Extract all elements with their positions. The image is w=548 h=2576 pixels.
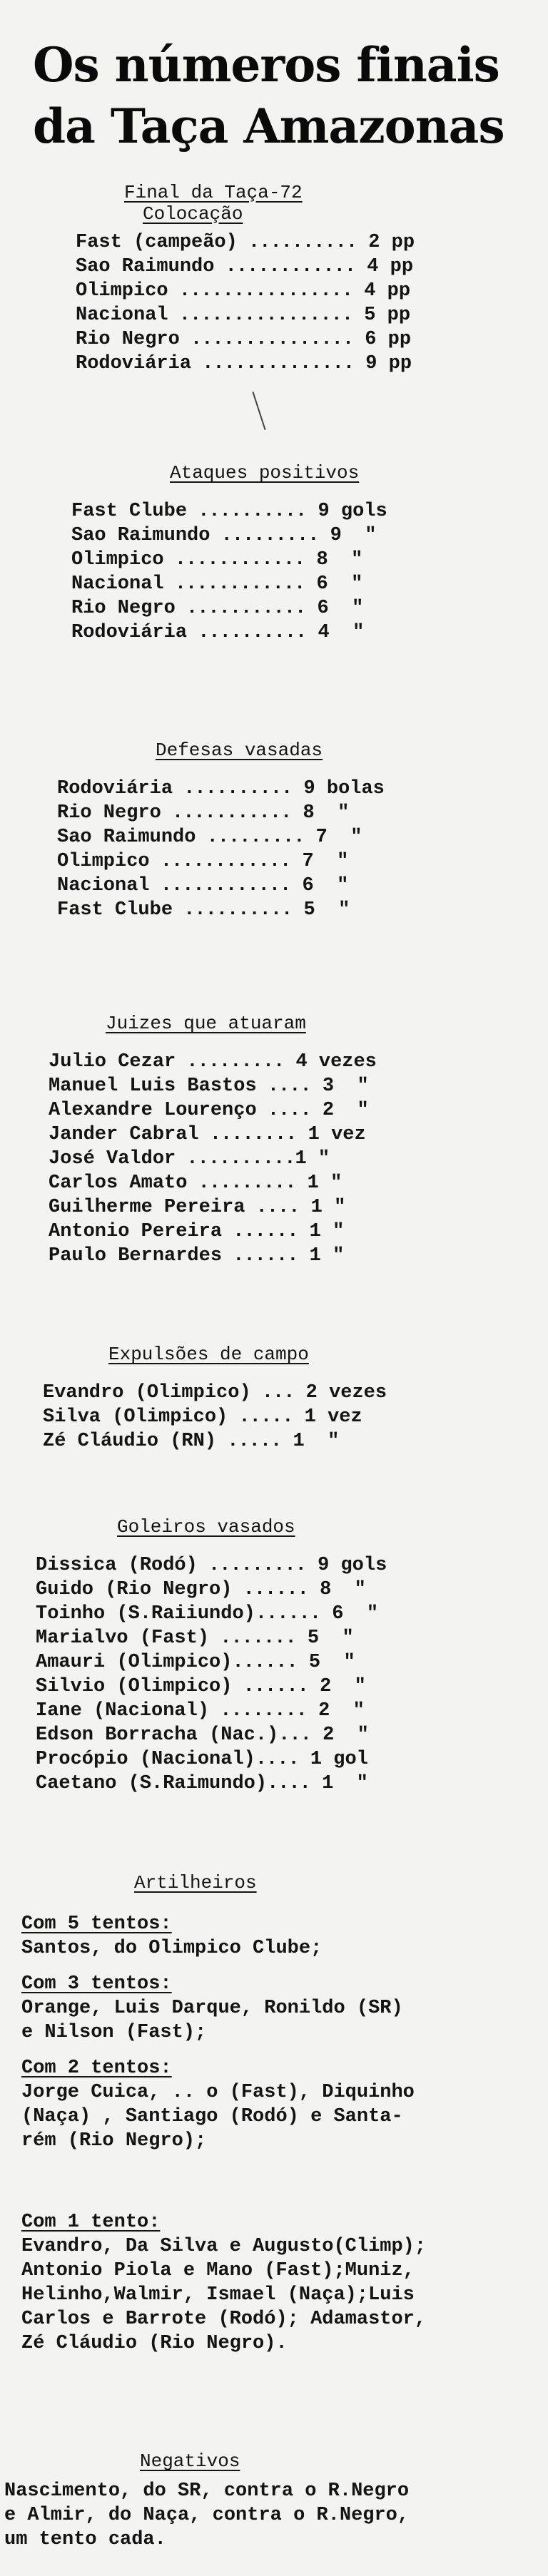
stat-name: Jander Cabral bbox=[49, 1124, 199, 1145]
stat-unit: " bbox=[306, 1148, 330, 1170]
stat-value: 1 bbox=[298, 1221, 321, 1242]
stat-value: 3 bbox=[310, 1075, 335, 1097]
stat-unit: vezes bbox=[307, 1051, 377, 1073]
artilheiros-group-body: Orange, Luis Darque, Ronildo (SR) e Nilson (Fast); bbox=[21, 1998, 403, 2043]
stat-name: Julio Cezar bbox=[49, 1051, 176, 1073]
stat-unit: " bbox=[328, 573, 363, 595]
leader-dots: .......... bbox=[173, 778, 293, 799]
stat-name: Paulo Bernardes bbox=[49, 1245, 223, 1267]
ataques-section bbox=[71, 462, 387, 645]
stat-row bbox=[71, 620, 387, 645]
leader-dots: ... bbox=[250, 1382, 295, 1404]
stat-row bbox=[43, 1429, 387, 1453]
stat-unit: " bbox=[341, 525, 377, 546]
artilheiros-group-body: Jorge Cuica, .. o (Fast), Diquinho (Naça) , Santiago (Rodó) e Santa- rém (Rio Negro); bbox=[21, 2082, 415, 2152]
stat-unit: " bbox=[328, 598, 364, 619]
goleiros-section bbox=[36, 1516, 387, 1796]
pen-mark bbox=[252, 392, 265, 430]
stat-row bbox=[76, 352, 415, 376]
stat-unit: " bbox=[320, 1245, 345, 1267]
leader-dots: ............ bbox=[149, 875, 291, 896]
stat-row bbox=[71, 596, 387, 620]
artilheiros-group-head: Com 3 tentos: bbox=[21, 1973, 172, 1995]
stat-value: 4 bbox=[284, 1051, 308, 1073]
stat-value: 8 bbox=[305, 549, 328, 571]
stat-value: 5 bbox=[297, 1652, 321, 1673]
expulsoes-section bbox=[43, 1344, 387, 1453]
stat-value: 8 bbox=[291, 802, 315, 824]
leader-dots: ...... bbox=[232, 1676, 308, 1697]
stat-unit: pp bbox=[377, 353, 412, 374]
leader-dots: .......... bbox=[176, 1148, 295, 1170]
stat-name: Nacional bbox=[57, 875, 150, 896]
stat-name: Manuel Luis Bastos bbox=[49, 1075, 257, 1097]
stat-name: Olimpico bbox=[71, 549, 164, 571]
artilheiros-group-head: Com 1 tento: bbox=[21, 2212, 161, 2233]
stat-name: Nacional bbox=[76, 305, 168, 326]
headline-line-2: da Taça Amazonas bbox=[33, 98, 504, 154]
leader-dots: ......... bbox=[196, 827, 305, 848]
stat-value: 6 bbox=[305, 598, 329, 619]
stat-unit: " bbox=[314, 802, 350, 824]
leader-dots: ............... bbox=[179, 329, 354, 350]
stat-unit: pp bbox=[375, 280, 411, 302]
leader-dots: ............ bbox=[214, 256, 356, 277]
leader-dots: ... bbox=[278, 1724, 311, 1746]
stat-value: 1 bbox=[299, 1197, 323, 1218]
leader-dots: ........ bbox=[209, 1700, 307, 1722]
stat-row bbox=[57, 849, 385, 874]
stat-value: 4 bbox=[352, 280, 376, 302]
stat-value: 2 bbox=[357, 232, 380, 253]
stat-unit: " bbox=[318, 1172, 342, 1194]
goleiros-list bbox=[36, 1553, 387, 1796]
stat-row bbox=[71, 572, 387, 596]
leader-dots: .... bbox=[256, 1100, 311, 1121]
stat-unit: gols bbox=[329, 501, 387, 522]
defesas-list bbox=[57, 777, 385, 922]
ataques-title: Ataques positivos bbox=[170, 462, 360, 484]
stat-value: 2 bbox=[306, 1700, 330, 1722]
leader-dots: ...... bbox=[222, 1221, 298, 1242]
stat-value: 6 bbox=[305, 573, 328, 595]
stat-row bbox=[57, 874, 385, 898]
stat-value: 1 bbox=[281, 1431, 305, 1452]
stat-value: 1 bbox=[293, 1406, 316, 1428]
leader-dots: .......... bbox=[173, 899, 293, 921]
stat-unit: " bbox=[304, 1431, 340, 1452]
stat-unit: vez bbox=[319, 1124, 366, 1145]
leader-dots: ..... bbox=[228, 1406, 293, 1428]
stat-value: 1 bbox=[296, 1124, 320, 1145]
stat-name: Sao Raimundo bbox=[71, 525, 210, 546]
artilheiros-group-body: Santos, do Olimpico Clube; bbox=[21, 1938, 323, 1959]
stat-row bbox=[36, 1650, 387, 1675]
stat-row bbox=[36, 1747, 387, 1772]
stat-value: 6 bbox=[320, 1603, 344, 1625]
stat-name: Alexandre Lourenço bbox=[49, 1100, 257, 1121]
stat-row bbox=[57, 825, 385, 849]
stat-row bbox=[36, 1699, 387, 1723]
leader-dots: ...... bbox=[232, 1579, 308, 1600]
stat-unit: " bbox=[315, 899, 350, 921]
stat-row bbox=[49, 1050, 377, 1074]
stat-value: 8 bbox=[308, 1579, 332, 1600]
ataques-list bbox=[71, 499, 387, 645]
stat-row bbox=[36, 1723, 387, 1747]
stat-unit: " bbox=[333, 1773, 368, 1794]
stat-name: Sao Raimundo bbox=[57, 827, 196, 848]
stat-row bbox=[76, 230, 415, 255]
goleiros-title: Goleiros vasados bbox=[117, 1516, 295, 1538]
stat-unit: " bbox=[320, 1221, 345, 1242]
artilheiros-groups bbox=[21, 1912, 426, 2356]
stat-row bbox=[49, 1098, 377, 1123]
stat-name: Rodoviária bbox=[57, 778, 173, 799]
leader-dots: ...... bbox=[232, 1652, 298, 1673]
leader-dots: ...... bbox=[255, 1603, 321, 1625]
stat-name: Rodoviária bbox=[76, 353, 192, 374]
leader-dots: .... bbox=[267, 1773, 310, 1794]
artilheiros-group-2 bbox=[21, 2056, 426, 2153]
stat-row bbox=[57, 801, 385, 825]
stat-unit: " bbox=[328, 549, 363, 571]
stat-row bbox=[57, 898, 385, 922]
artilheiros-group-head: Com 5 tentos: bbox=[21, 1913, 172, 1935]
stat-unit: " bbox=[334, 1075, 369, 1097]
leader-dots: ......... bbox=[176, 1051, 285, 1073]
leader-dots: .... bbox=[256, 1075, 311, 1097]
juizes-list bbox=[49, 1050, 377, 1268]
stat-name: Guido (Rio Negro) bbox=[36, 1579, 233, 1600]
stat-unit: vez bbox=[315, 1406, 362, 1428]
stat-name: Edson Borracha (Nac.) bbox=[36, 1724, 279, 1746]
stat-name: Dissica (Rodó) bbox=[36, 1555, 198, 1576]
stat-unit: " bbox=[322, 1197, 346, 1218]
leader-dots: .......... bbox=[187, 501, 307, 522]
stat-unit: " bbox=[334, 1724, 369, 1746]
stat-name: Fast Clube bbox=[71, 501, 188, 522]
stat-name: Rodoviária bbox=[71, 622, 188, 643]
stat-row bbox=[76, 255, 415, 279]
stat-name: Sao Raimundo bbox=[76, 256, 215, 277]
stat-unit: " bbox=[327, 827, 362, 848]
stat-row bbox=[49, 1244, 377, 1268]
stat-value: 9 bbox=[354, 353, 377, 374]
stat-name: Fast Clube bbox=[57, 899, 173, 921]
artilheiros-group-3 bbox=[21, 1972, 426, 2045]
leader-dots: ...... bbox=[222, 1245, 298, 1267]
stat-name: Rio Negro bbox=[57, 802, 161, 824]
stat-row bbox=[36, 1675, 387, 1699]
stat-name: Antonio Pereira bbox=[49, 1221, 223, 1242]
stat-unit: pp bbox=[375, 305, 411, 326]
stat-name: Olimpico bbox=[76, 280, 168, 302]
stat-row bbox=[49, 1123, 377, 1147]
stat-value: 1 bbox=[295, 1172, 319, 1194]
final-title: Final da Taça-72 bbox=[124, 182, 303, 203]
stat-unit: pp bbox=[378, 256, 414, 277]
stat-name: Guilherme Pereira bbox=[49, 1197, 245, 1218]
stat-name: Procópio (Nacional) bbox=[36, 1749, 255, 1770]
stat-row bbox=[36, 1578, 387, 1602]
stat-row bbox=[36, 1626, 387, 1650]
final-list bbox=[76, 230, 415, 376]
stat-value: 9 bbox=[306, 501, 330, 522]
stat-row bbox=[36, 1602, 387, 1626]
leader-dots: .......... bbox=[237, 232, 357, 253]
leader-dots: ......... bbox=[187, 1172, 296, 1194]
stat-name: Toinho (S.Raiiundo) bbox=[36, 1603, 255, 1625]
negativos-title: Negativos bbox=[140, 2450, 240, 2472]
stat-name: Silvio (Olimpico) bbox=[36, 1676, 233, 1697]
stat-value: 4 bbox=[355, 256, 379, 277]
stat-unit: vezes bbox=[317, 1382, 387, 1404]
stat-unit: " bbox=[313, 851, 349, 872]
stat-unit: " bbox=[320, 1652, 355, 1673]
headline bbox=[33, 34, 547, 157]
stat-value: 1 bbox=[298, 1245, 321, 1267]
defesas-section bbox=[57, 740, 385, 922]
stat-name: Iane (Nacional) bbox=[36, 1700, 210, 1722]
stat-value: 5 bbox=[292, 899, 315, 921]
stat-value: 7 bbox=[290, 851, 314, 872]
leader-dots: ........... bbox=[175, 598, 306, 619]
stat-row bbox=[49, 1074, 377, 1098]
leader-dots: ........ bbox=[198, 1124, 297, 1145]
stat-name: Nacional bbox=[71, 573, 164, 595]
leader-dots: ................ bbox=[168, 280, 353, 302]
leader-dots: ........... bbox=[161, 802, 292, 824]
leader-dots: ............ bbox=[163, 549, 305, 571]
stat-row bbox=[43, 1405, 387, 1429]
stat-unit: " bbox=[331, 1579, 366, 1600]
defesas-title: Defesas vasadas bbox=[156, 740, 323, 761]
stat-unit: " bbox=[331, 1676, 366, 1697]
leader-dots: .... bbox=[245, 1197, 300, 1218]
stat-name: Amauri (Olimpico) bbox=[36, 1652, 233, 1673]
stat-row bbox=[57, 777, 385, 801]
stat-row bbox=[71, 523, 387, 548]
stat-name: Silva (Olimpico) bbox=[43, 1406, 228, 1428]
stat-name: Rio Negro bbox=[76, 329, 180, 350]
negativos-section bbox=[4, 2450, 409, 2552]
stat-unit: pp bbox=[376, 329, 412, 350]
stat-unit: gol bbox=[322, 1749, 368, 1770]
leader-dots: ................ bbox=[168, 305, 353, 326]
stat-value: 2 bbox=[294, 1382, 318, 1404]
stat-name: Carlos Amato bbox=[49, 1172, 188, 1194]
stat-value: 5 bbox=[352, 305, 376, 326]
stat-name: Caetano (S.Raimundo) bbox=[36, 1773, 268, 1794]
stat-value: 6 bbox=[290, 875, 314, 896]
stat-name: Rio Negro bbox=[71, 598, 176, 619]
stat-value: 4 bbox=[306, 622, 330, 643]
stat-row bbox=[49, 1171, 377, 1195]
negativos-body: Nascimento, do SR, contra o R.Negro e Almir, do Naça, contra o R.Negro, um tento cada. bbox=[4, 2480, 410, 2550]
artilheiros-section bbox=[21, 1872, 426, 2356]
leader-dots: ............ bbox=[163, 573, 305, 595]
stat-row bbox=[71, 548, 387, 572]
stat-value: 1 bbox=[298, 1749, 323, 1770]
stat-unit: gols bbox=[329, 1555, 387, 1576]
stat-unit: " bbox=[319, 1627, 354, 1649]
leader-dots: ......... bbox=[197, 1555, 306, 1576]
stat-unit: " bbox=[313, 875, 349, 896]
leader-dots: ..... bbox=[216, 1431, 282, 1452]
stat-name: Fast (campeão) bbox=[76, 232, 238, 253]
final-section bbox=[76, 182, 415, 376]
stat-name: Marialvo (Fast) bbox=[36, 1627, 210, 1649]
stat-unit: " bbox=[334, 1100, 369, 1121]
leader-dots: ............ bbox=[149, 851, 291, 872]
stat-name: José Valdor bbox=[49, 1148, 176, 1170]
artilheiros-group-5 bbox=[21, 1912, 426, 1961]
stat-value: 7 bbox=[304, 827, 328, 848]
stat-value: 2 bbox=[308, 1676, 332, 1697]
artilheiros-group-body: Evandro, Da Silva e Augusto(Climp); Antonio Piola e Mano (Fast);Muniz, Helinho,Walmir, Ismael (Naça);Luis Carlos e Barrote (Rodó); Adamastor, Zé Cláudio (Rio Negro). bbox=[21, 2236, 427, 2354]
stat-row bbox=[49, 1195, 377, 1220]
stat-unit: " bbox=[330, 1700, 365, 1722]
stat-name: Zé Cláudio (RN) bbox=[43, 1431, 217, 1452]
stat-name: Evandro (Olimpico) bbox=[43, 1382, 251, 1404]
stat-unit: " bbox=[329, 622, 365, 643]
juizes-title: Juizes que atuaram bbox=[106, 1013, 306, 1034]
stat-value: 6 bbox=[353, 329, 377, 350]
artilheiros-group-1 bbox=[21, 2210, 426, 2356]
stat-row bbox=[76, 327, 415, 352]
stat-value: 5 bbox=[295, 1627, 320, 1649]
artilheiros-group-head: Com 2 tentos: bbox=[21, 2058, 172, 2079]
stat-unit: pp bbox=[380, 232, 415, 253]
stat-value: 1 bbox=[310, 1773, 334, 1794]
leader-dots: .... bbox=[255, 1749, 299, 1770]
expulsoes-list bbox=[43, 1381, 387, 1453]
headline-line-1: Os números finais bbox=[33, 37, 499, 93]
stat-row bbox=[76, 303, 415, 327]
stat-unit: " bbox=[343, 1603, 379, 1625]
stat-row bbox=[49, 1147, 377, 1171]
stat-row bbox=[36, 1553, 387, 1578]
stat-value: 2 bbox=[310, 1100, 335, 1121]
stat-unit: bolas bbox=[315, 778, 385, 799]
expulsoes-title: Expulsões de campo bbox=[108, 1344, 309, 1365]
stat-value: 2 bbox=[310, 1724, 335, 1746]
stat-value: 9 bbox=[318, 525, 342, 546]
stat-value: 1 bbox=[295, 1148, 307, 1170]
leader-dots: ......... bbox=[210, 525, 319, 546]
stat-row bbox=[76, 279, 415, 303]
stat-row bbox=[49, 1220, 377, 1244]
stat-value: 9 bbox=[292, 778, 315, 799]
leader-dots: .............. bbox=[191, 353, 355, 374]
artilheiros-title: Artilheiros bbox=[134, 1872, 257, 1893]
leader-dots: ....... bbox=[209, 1627, 296, 1649]
stat-name: Olimpico bbox=[57, 851, 150, 872]
stat-row bbox=[71, 499, 387, 523]
leader-dots: .......... bbox=[187, 622, 307, 643]
stat-row bbox=[43, 1381, 387, 1405]
juizes-section bbox=[49, 1013, 377, 1268]
stat-value: 9 bbox=[305, 1555, 330, 1576]
stat-row bbox=[36, 1772, 387, 1796]
final-subtitle: Colocação bbox=[143, 203, 243, 225]
